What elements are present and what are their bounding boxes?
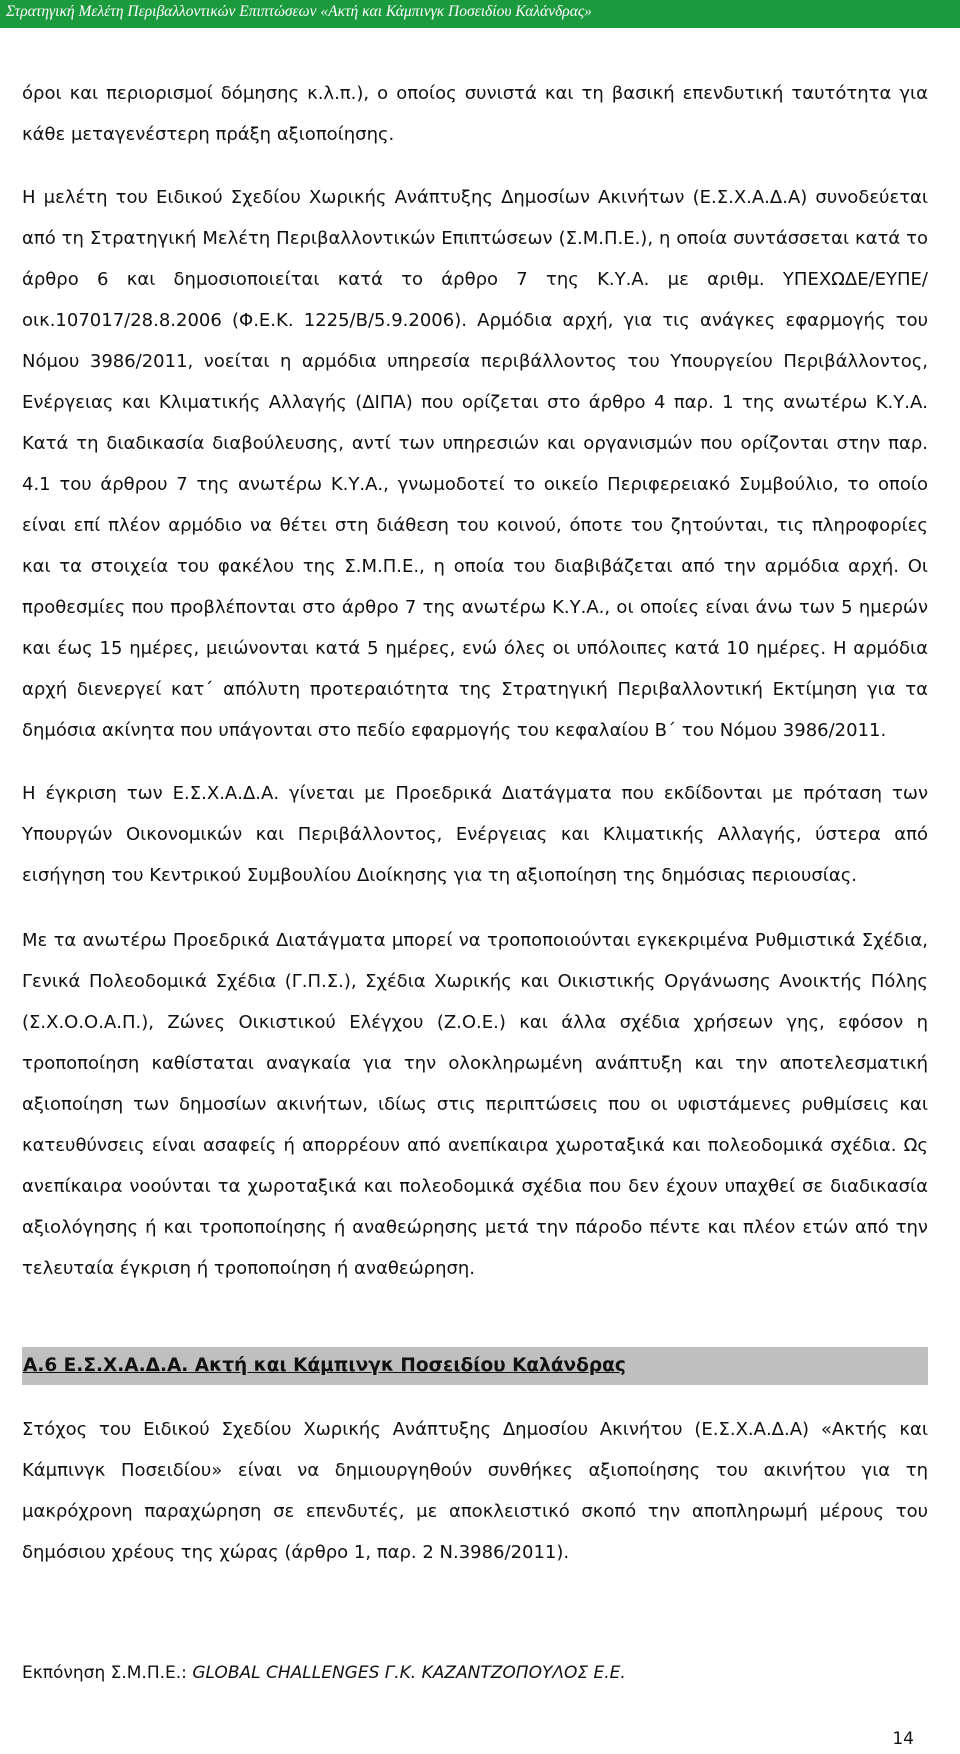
- document-title: Στρατηγική Μελέτη Περιβαλλοντικών Επιπτώσεων «Ακτή και Κάμπινγκ Ποσειδίου Καλάνδρας»: [6, 3, 592, 20]
- section-heading: [22, 1347, 928, 1385]
- document-header: [0, 0, 960, 28]
- section-paragraph: Στόχος του Ειδικού Σχεδίου Χωρικής Ανάπτυξης Δημοσίου Ακινήτου (Ε.Σ.Χ.Α.Δ.Α) «Ακτής και Κάμπινγκ Ποσειδίου» είναι να δημιουργηθούν συνθήκες αξιοποίησης του ακινήτου για τη μακρόχρονη παραχώρηση σε επενδυτές, με αποκλειστικό σκοπό την αποπληρωμή μέρους του δημόσιου χρέους της χώρας (άρθρο 1, παρ. 2 Ν.3986/2011).: [22, 1419, 928, 1563]
- paragraph: Η έγκριση των Ε.Σ.Χ.Α.Δ.Α. γίνεται με Προεδρικά Διατάγματα που εκδίδονται με πρόταση των Υπουργών Οικονομικών και Περιβάλλοντος, Ενέργειας και Κλιματικής Αλλαγής, ύστερα από εισήγηση του Κεντρικού Συμβουλίου Διοίκησης για τη αξιοποίηση της δημόσιας περιουσίας.: [22, 783, 928, 886]
- footer-prefix: Εκπόνηση Σ.Μ.Π.Ε.:: [22, 1663, 193, 1683]
- paragraph: Η μελέτη του Ειδικού Σχεδίου Χωρικής Ανάπτυξης Δημοσίων Ακινήτων (Ε.Σ.Χ.Α.Δ.Α) συνοδεύεται από τη Στρατηγική Μελέτη Περιβαλλοντικών Επιπτώσεων (Σ.Μ.Π.Ε.), η οποία συντάσσεται κατά το άρθρο 6 και δημοσιοποιείται κατά το άρθρο 7 της Κ.Υ.Α. με αριθμ. ΥΠΕΧΩΔΕ/ΕΥΠΕ/οικ.107017/28.8.2006 (Φ.Ε.Κ. 1225/Β/5.9.2006). Αρμόδια αρχή, για τις ανάγκες εφαρμογής του Νόμου 3986/2011, νοείται η αρμόδια υπηρεσία περιβάλλοντος του Υπουργείου Περιβάλλοντος, Ενέργειας και Κλιματικής Αλλαγής (ΔΙΠΑ) που ορίζεται στο άρθρο 4 παρ. 1 της ανωτέρω Κ.Υ.Α. Κατά τη διαδικασία διαβούλευσης, αντί των υπηρεσιών και οργανισμών που ορίζονται στην παρ. 4.1 του άρθρου 7 της ανωτέρω Κ.Υ.Α., γνωμοδοτεί το οικείο Περιφερειακό Συμβούλιο, το οποίο είναι επί πλέον αρμόδιο να θέτει στη διάθεση του κοινού, όποτε του ζητούνται, τις πληροφορίες και τα στοιχεία του φακέλου της Σ.Μ.Π.Ε., η οποία του διαβιβάζεται από την αρμόδια αρχή. Οι προθεσμίες που προβλέπονται στο άρθρο 7 της ανωτέρω Κ.Υ.Α., οι οποίες είναι άνω των 5 ημερών και έως 15 ημέρες, μειώνονται κατά 5 ημέρες, ενώ όλες οι υπόλοιπες κατά 10 ημέρες. Η αρμόδια αρχή διενεργεί κατ΄ απόλυτη προτεραιότητα της Στρατηγική Περιβαλλοντική Εκτίμηση για τα δημόσια ακίνητα που υπάγονται στο πεδίο εφαρμογής του κεφαλαίου Β΄ του Νόμου 3986/2011.: [22, 187, 928, 741]
- footer-company: GLOBAL CHALLENGES Γ.Κ. ΚΑΖΑΝΤΖΟΠΟΥΛΟΣ Ε.Ε.: [192, 1663, 626, 1683]
- document-body: [22, 73, 928, 1573]
- paragraph: όροι και περιορισμοί δόμησης κ.λ.π.), ο οποίος συνιστά και τη βασική επενδυτική ταυτότητα για κάθε μεταγενέστερη πράξη αξιοποίησης.: [22, 83, 928, 145]
- page-footer: [22, 1662, 928, 1684]
- page-number: 14: [892, 1729, 914, 1749]
- section-heading-text: Α.6 Ε.Σ.Χ.Α.Δ.Α. Ακτή και Κάμπινγκ Ποσειδίου Καλάνδρας: [23, 1355, 626, 1376]
- paragraph: Με τα ανωτέρω Προεδρικά Διατάγματα μπορεί να τροποποιούνται εγκεκριμένα Ρυθμιστικά Σχέδια, Γενικά Πολεοδομικά Σχέδια (Γ.Π.Σ.), Σχέδια Χωρικής και Οικιστικής Οργάνωσης Ανοικτής Πόλης (Σ.Χ.Ο.Ο.Α.Π.), Ζώνες Οικιστικού Ελέγχου (Ζ.Ο.Ε.) και άλλα σχέδια χρήσεων γης, εφόσον η τροποποίηση καθίσταται αναγκαία για την ολοκληρωμένη ανάπτυξη και την αποτελεσματική αξιοποίηση των δημοσίων ακινήτων, ιδίως στις περιπτώσεις που οι υφιστάμενες ρυθμίσεις και κατευθύνσεις είναι ασαφείς ή απορρέουν από ανεπίκαιρα χωροταξικά και πολεοδομικά σχέδια. Ως ανεπίκαιρα νοούνται τα χωροταξικά και πολεοδομικά σχέδια που δεν έχουν υπαχθεί σε διαδικασία αξιολόγησης ή και τροποποίησης ή αναθεώρησης μετά την πάροδο πέντε και πλέον ετών από την τελευταία έγκριση ή τροποποίηση ή αναθεώρηση.: [22, 930, 928, 1279]
